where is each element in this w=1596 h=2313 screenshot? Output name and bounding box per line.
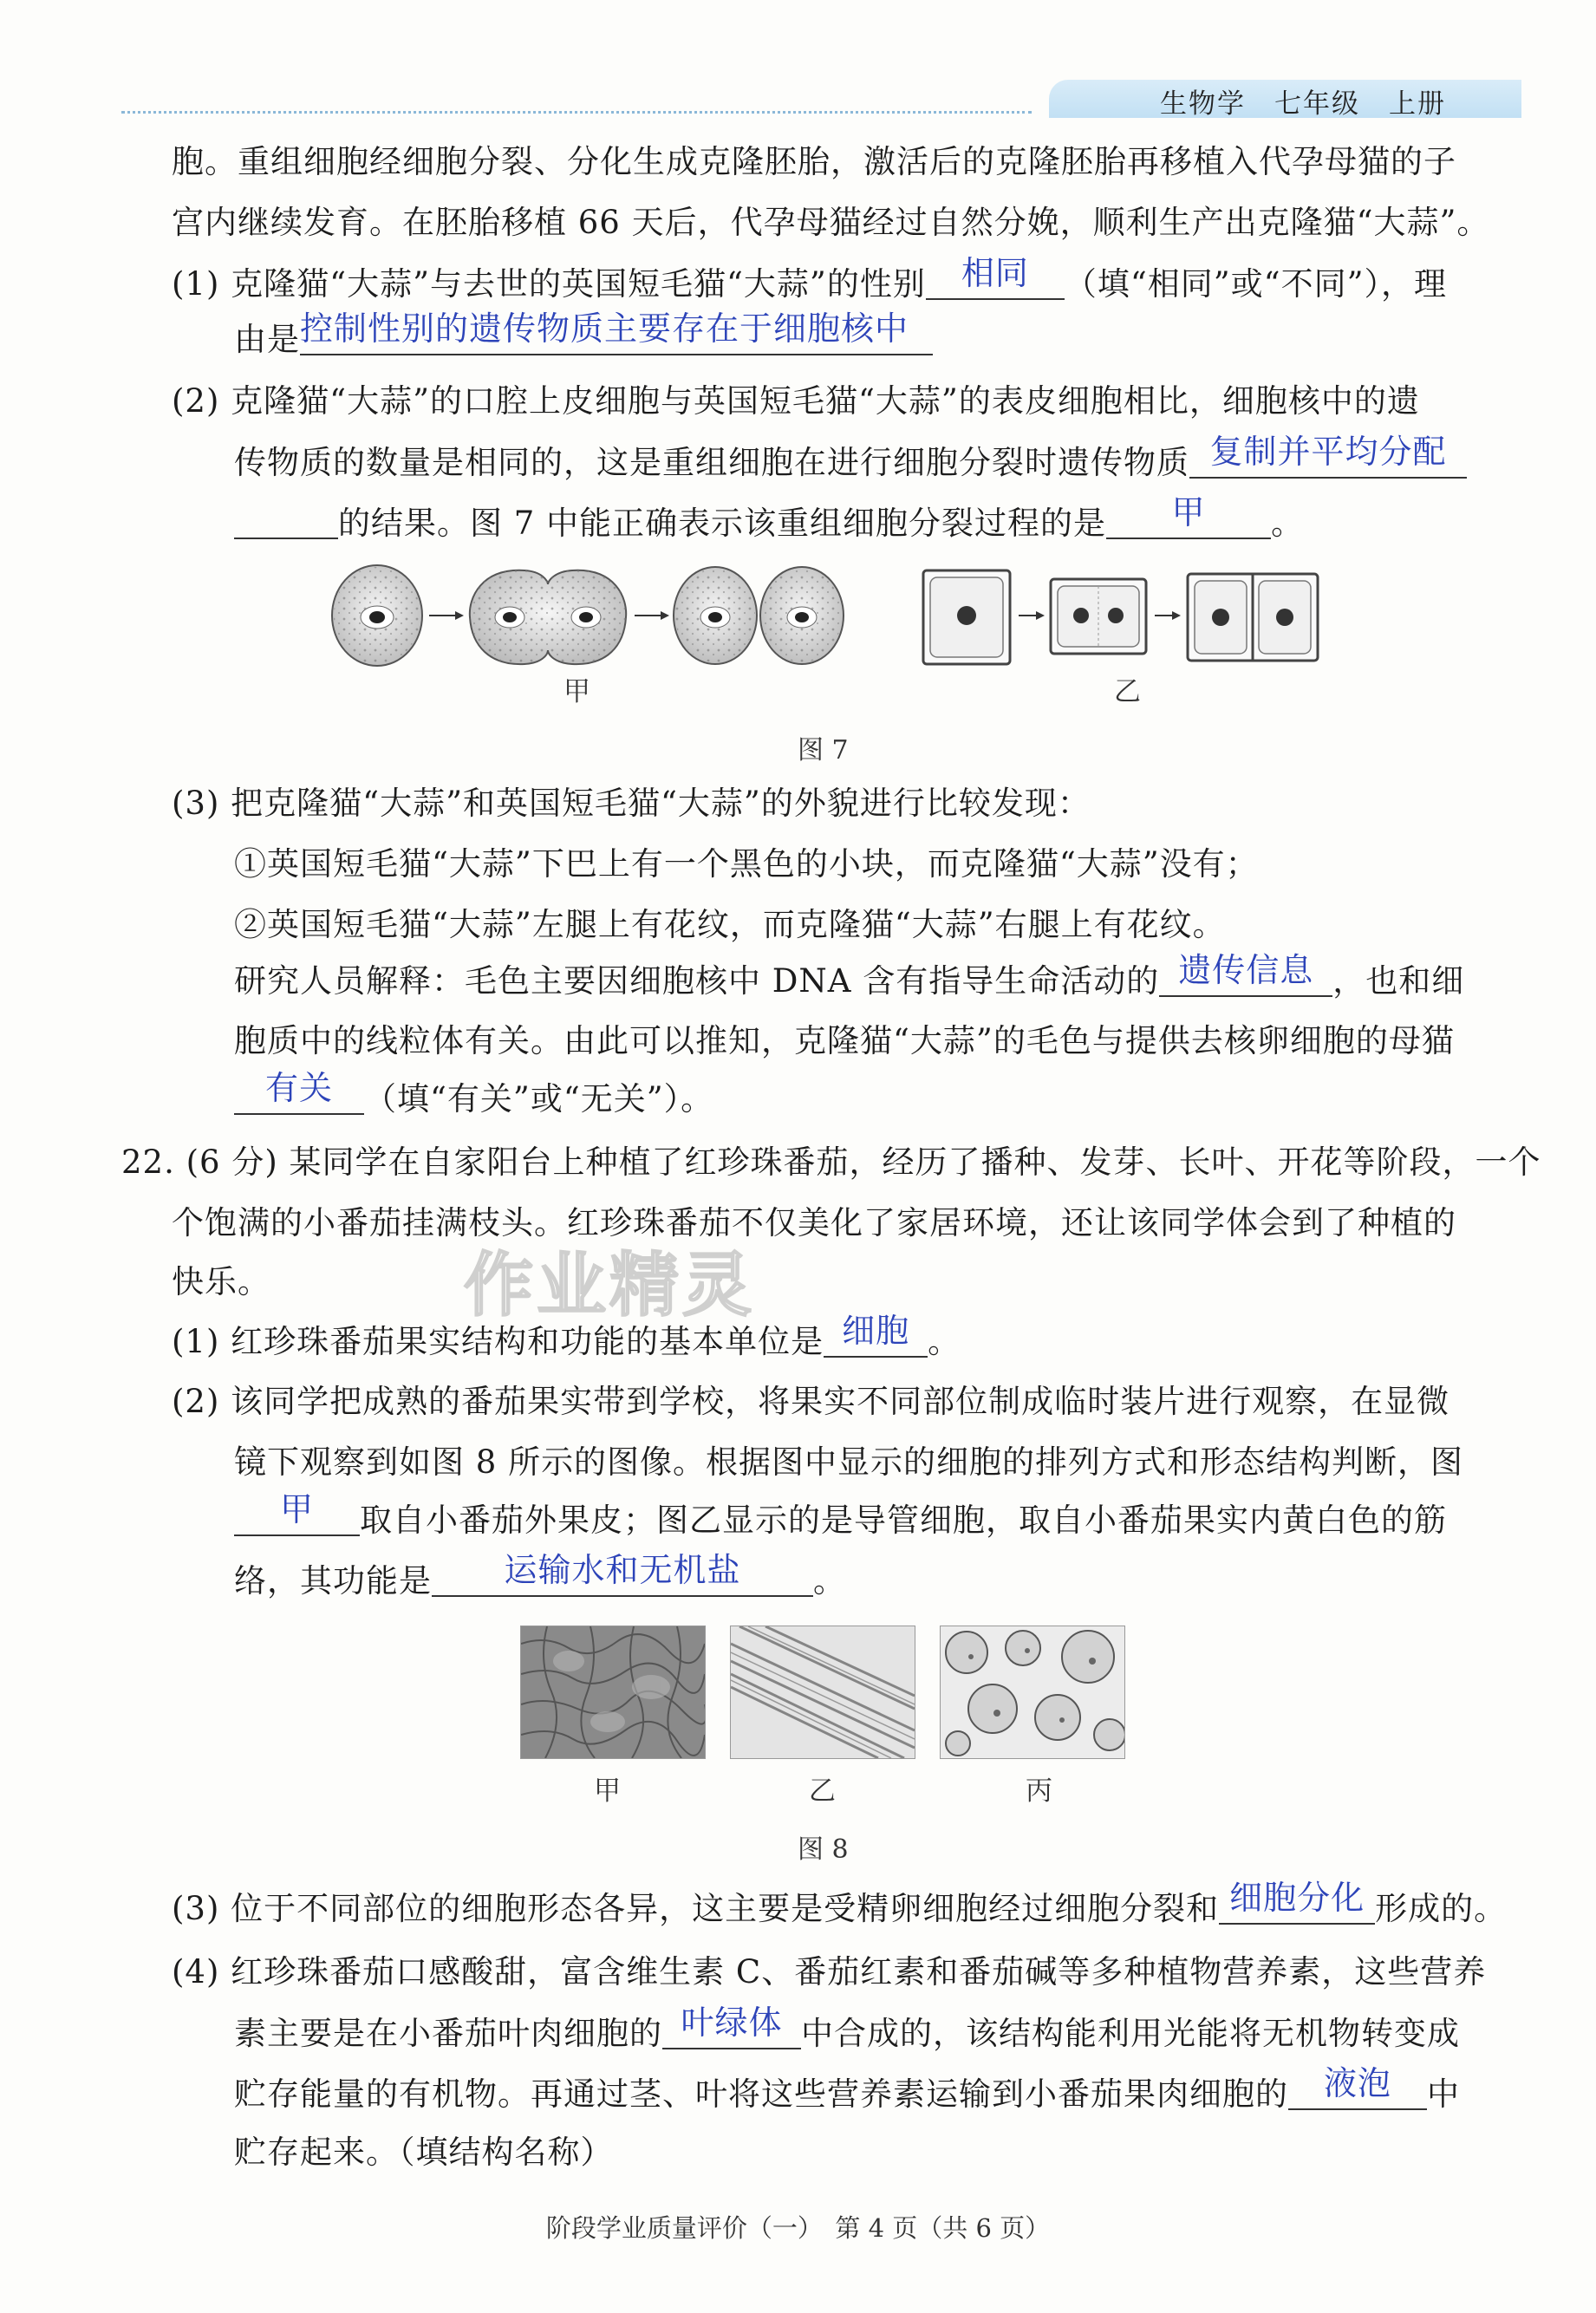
q1-answer-1: 相同 [961,254,1029,292]
q22-2-line-4 [234,1551,846,1601]
q3-line-5: 胞质中的线粒体有关。由此可以推知，克隆猫“大蒜”的毛色与提供去核卵细胞的母猫 [234,1022,1455,1059]
animal-cell-stage-2 [470,570,626,664]
fig8-label-b: 乙 [809,1775,836,1807]
q22-1-text-a: (1) 红珍珠番茄果实结构和功能的基本单位是 [172,1323,824,1360]
q22-4-line-3 [234,2064,1460,2114]
q22-3-line [172,1879,1508,1929]
arrow-icon [429,611,464,620]
q22-1-line [172,1312,961,1362]
q3-line-3: ②英国短毛猫“大蒜”左腿上有花纹，而克隆猫“大蒜”右腿上有花纹。 [234,906,1226,943]
animal-cell-stage-3 [674,567,844,664]
q22-2-text-c: 取自小番茄外果皮；图乙显示的是导管细胞，取自小番茄果实内黄白色的筋 [360,1502,1447,1539]
q22-2-text-d: 络，其功能是 [234,1562,432,1600]
fig8-label-a: 甲 [594,1775,621,1807]
q2-text-d: 。 [1271,505,1305,542]
q22-4-text-e: 中 [1427,2075,1460,2113]
micrograph-b [730,1626,915,1759]
q22-2-answer-blank-1 [234,1490,360,1536]
q3-text-g: （填“有关”或“无关”）。 [364,1080,714,1117]
q22-4-text-b: 素主要是在小番茄叶肉细胞的 [234,2015,662,2052]
fig7-label-b: 乙 [1114,676,1141,707]
q2-answer-1: 复制并平均分配 [1209,433,1447,471]
q2-answer-blank-1 [1189,433,1467,479]
q22-2-line-2: 镜下观察到如图 8 所示的图像。根据图中显示的细胞的排列方式和形态结构判断，图 [234,1443,1464,1481]
q1-text-a: (1) 克隆猫“大蒜”与去世的英国短毛猫“大蒜”的性别 [172,265,926,303]
micrograph-c [940,1626,1125,1759]
page-header-title: 生物学 七年级 上册 [1160,88,1446,120]
q22-4-line-2 [234,2004,1460,2054]
plant-cell-stage-1 [923,570,1010,664]
fig7-caption: 图 7 [798,735,849,766]
watermark: 作业精灵 [464,1245,755,1326]
q1-text-b: （填“相同”或“不同”），理 [1064,265,1448,303]
animal-cell-stage-1 [332,565,422,666]
arrow-icon [1155,611,1181,620]
q2-line-1: (2) 克隆猫“大蒜”的口腔上皮细胞与英国短毛猫“大蒜”的表皮细胞相比，细胞核中的遗 [172,382,1420,420]
q1-answer-blank-2 [300,309,933,355]
q22-2-answer-blank-2 [432,1551,813,1597]
q22-1-answer: 细胞 [842,1312,910,1350]
q22-line-1: 22. (6 分) 某同学在自家阳台上种植了红珍珠番茄，经历了播种、发芽、长叶、开花等阶段，一个 [121,1143,1541,1181]
q22-4-text-c: 中合成的，该结构能利用光能将无机物转变成 [801,2015,1460,2052]
figure-7-diagram [321,564,1335,676]
micrograph-a [520,1626,706,1759]
q22-2-line-1: (2) 该同学把成熟的番茄果实带到学校，将果实不同部位制成临时装片进行观察，在显微 [172,1383,1450,1420]
q1-text-c: 由是 [234,321,300,358]
q3-text-d: 研究人员解释：毛色主要因细胞核中 DNA 含有指导生命活动的 [234,962,1160,1000]
q2-blank-continuation [234,503,338,539]
q3-answer-1: 遗传信息 [1178,951,1314,989]
q3-line-4 [234,951,1465,1001]
header-divider [121,111,1032,114]
q3-answer-blank-1 [1159,951,1332,997]
q22-4-line-4: 贮存起来。（填结构名称） [234,2134,614,2171]
page-footer: 阶段学业质量评价（一） 第 4 页（共 6 页） [545,2213,1051,2243]
q22-2-line-3 [234,1490,1447,1541]
plant-cell-stage-2 [1051,579,1146,654]
q1-answer-2: 控制性别的遗传物质主要存在于细胞核中 [300,309,909,348]
q2-text-c: 的结果。图 7 中能正确表示该重组细胞分裂过程的是 [338,505,1107,542]
q22-3-text-a: (3) 位于不同部位的细胞形态各异，这主要是受精卵细胞经过细胞分裂和 [172,1890,1220,1927]
q3-text-e: ，也和细 [1332,962,1465,1000]
arrow-icon [635,611,669,620]
q22-2-answer-1: 甲 [279,1490,314,1528]
q1-line-2 [234,309,933,360]
q22-1-text-b: 。 [928,1323,961,1360]
q3-answer-2: 有关 [264,1069,333,1107]
q2-line-3 [234,493,1305,544]
q22-4-answer-1: 叶绿体 [681,2004,783,2042]
fig8-caption: 图 8 [798,1834,849,1865]
q2-text-b: 传物质的数量是相同的，这是重组细胞在进行细胞分裂时遗传物质 [234,444,1189,481]
q22-4-line-1: (4) 红珍珠番茄口感酸甜，富含维生素 C、番茄红素和番茄碱等多种植物营养素，这些营养 [172,1953,1487,1990]
q3-line-2: ①英国短毛猫“大蒜”下巴上有一个黑色的小块，而克隆猫“大蒜”没有； [234,845,1259,883]
q22-3-answer: 细胞分化 [1229,1879,1365,1917]
intro-line-1: 胞。重组细胞经细胞分裂、分化生成克隆胚胎，激活后的克隆胚胎再移植入代孕母猫的子 [172,143,1456,180]
q2-answer-blank-2 [1106,493,1271,539]
q2-answer-2: 甲 [1171,493,1206,531]
q1-answer-blank-1 [926,254,1065,300]
q22-line-2: 个饱满的小番茄挂满枝头。红珍珠番茄不仅美化了家居环境，还让该同学体会到了种植的 [172,1204,1456,1241]
q3-line-6 [234,1069,714,1119]
q22-3-text-b: 形成的。 [1375,1890,1508,1927]
q22-line-3: 快乐。 [172,1263,270,1300]
q1-line-1 [172,254,1448,304]
arrow-icon [1019,611,1045,620]
q3-line-1: (3) 把克隆猫“大蒜”和英国短毛猫“大蒜”的外貌进行比较发现： [172,785,1091,822]
q22-3-answer-blank [1219,1879,1375,1925]
q22-4-answer-blank-1 [662,2004,801,2049]
fig8-label-c: 丙 [1026,1775,1052,1807]
q22-4-text-d: 贮存能量的有机物。再通过茎、叶将这些营养素运输到小番茄果肉细胞的 [234,2075,1288,2113]
intro-line-2: 宫内继续发育。在胚胎移植 66 天后，代孕母猫经过自然分娩，顺利生产出克隆猫“大蒜”。 [172,204,1490,241]
q22-4-answer-blank-2 [1288,2064,1427,2110]
q22-4-answer-2: 液泡 [1323,2064,1391,2102]
q22-2-answer-2: 运输水和无机盐 [504,1551,741,1589]
plant-cell-stage-3 [1188,574,1318,661]
q22-1-answer-blank [824,1312,928,1358]
q22-2-text-e: 。 [813,1562,846,1600]
q3-answer-blank-2 [234,1069,364,1115]
q2-line-2 [234,433,1467,483]
fig7-label-a: 甲 [563,676,590,707]
